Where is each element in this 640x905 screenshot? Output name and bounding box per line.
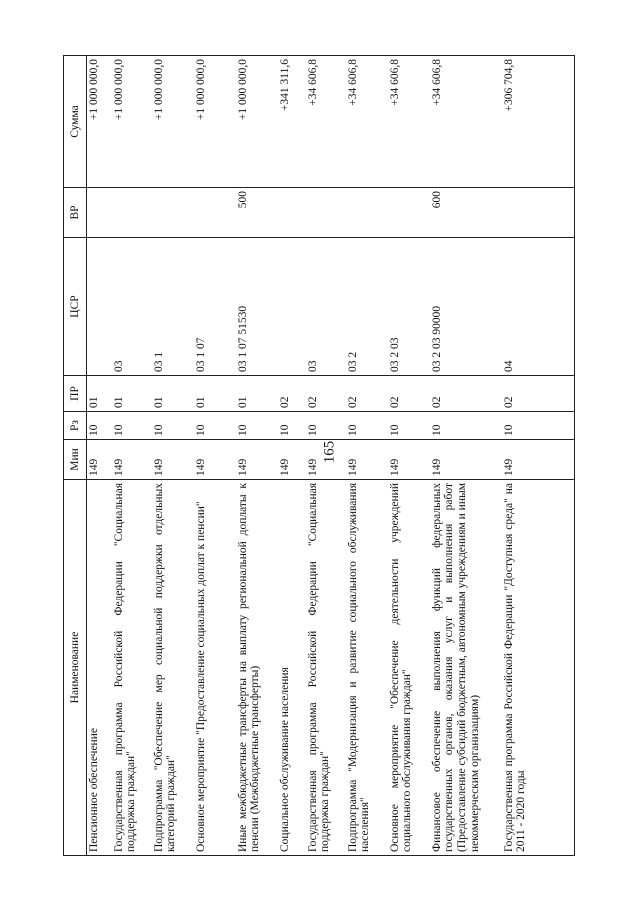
- cell-csr: 03 1 07: [193, 238, 235, 376]
- cell-csr: 03 2 03: [387, 238, 429, 376]
- table-row: [151, 56, 193, 856]
- cell-min: 149: [235, 440, 277, 480]
- cell-sum: +34 606,8: [387, 56, 429, 188]
- cell-vr: 600: [429, 188, 501, 238]
- cell-csr: 03 2: [345, 238, 387, 376]
- cell-min: 149: [429, 440, 501, 480]
- cell-pr: 02: [345, 376, 387, 412]
- cell-pr: 01: [111, 376, 151, 412]
- cell-vr: [345, 188, 387, 238]
- cell-name: Подпрограмма "Модернизация и развитие социального обслуживания населения": [345, 480, 387, 856]
- cell-rz: 10: [345, 412, 387, 440]
- cell-csr: 03: [305, 238, 345, 376]
- header-vr: ВР: [63, 188, 86, 238]
- cell-rz: 10: [111, 412, 151, 440]
- table-row: [111, 56, 151, 856]
- cell-sum: +306 704,8: [501, 56, 574, 188]
- header-rz: Рз: [63, 412, 86, 440]
- cell-sum: +34 606,8: [345, 56, 387, 188]
- table-row: [345, 56, 387, 856]
- cell-pr: 01: [151, 376, 193, 412]
- cell-sum: +1 000 000,0: [86, 56, 111, 188]
- cell-min: 149: [111, 440, 151, 480]
- cell-pr: 02: [501, 376, 574, 412]
- cell-csr: [86, 238, 111, 376]
- cell-rz: 10: [86, 412, 111, 440]
- cell-vr: [151, 188, 193, 238]
- table-row: [235, 56, 277, 856]
- header-min: Мин: [63, 440, 86, 480]
- header-sum: Сумма: [63, 56, 86, 188]
- cell-rz: 10: [305, 412, 345, 440]
- cell-vr: [387, 188, 429, 238]
- cell-csr: 03 2 03 90000: [429, 238, 501, 376]
- budget-table-container: [63, 56, 575, 856]
- table-header-row: [63, 56, 86, 856]
- cell-pr: 01: [235, 376, 277, 412]
- cell-min: 149: [193, 440, 235, 480]
- cell-sum: +34 606,8: [305, 56, 345, 188]
- cell-min: 149: [387, 440, 429, 480]
- table-row: [387, 56, 429, 856]
- cell-vr: [277, 188, 305, 238]
- cell-name: Социальное обслуживание населения: [277, 480, 305, 856]
- cell-name: Основное мероприятие "Предоставление социальных доплат к пенсии": [193, 480, 235, 856]
- cell-rz: 10: [277, 412, 305, 440]
- table-row: [305, 56, 345, 856]
- table-row: [86, 56, 111, 856]
- cell-min: 149: [305, 440, 345, 480]
- cell-pr: 01: [193, 376, 235, 412]
- table-row: [277, 56, 305, 856]
- cell-csr: [277, 238, 305, 376]
- header-csr: ЦСР: [63, 238, 86, 376]
- cell-name: Основное мероприятие "Обеспечение деятельности учреждений социального обслуживания граждан": [387, 480, 429, 856]
- cell-vr: [501, 188, 574, 238]
- cell-name: Иные межбюджетные трансферты на выплату региональной доплаты к пенсии (Межбюджетные трансферты): [235, 480, 277, 856]
- cell-rz: 10: [387, 412, 429, 440]
- cell-vr: [111, 188, 151, 238]
- cell-csr: 03 1: [151, 238, 193, 376]
- cell-sum: +34 606,8: [429, 56, 501, 188]
- cell-pr: 01: [86, 376, 111, 412]
- cell-min: 149: [501, 440, 574, 480]
- header-name: Наименование: [63, 480, 86, 856]
- cell-sum: +1 000 000,0: [151, 56, 193, 188]
- cell-sum: +1 000 000,0: [235, 56, 277, 188]
- cell-vr: [86, 188, 111, 238]
- cell-sum: +1 000 000,0: [193, 56, 235, 188]
- budget-table: [63, 55, 575, 856]
- cell-name: Государственная программа Российской Федерации "Доступная среда" на 2011 - 2020 годы: [501, 480, 574, 856]
- cell-pr: 02: [387, 376, 429, 412]
- cell-rz: 10: [235, 412, 277, 440]
- cell-pr: 02: [305, 376, 345, 412]
- cell-rz: 10: [429, 412, 501, 440]
- table-row: [429, 56, 501, 856]
- cell-min: 149: [345, 440, 387, 480]
- page-number: 165: [321, 440, 338, 464]
- cell-vr: [193, 188, 235, 238]
- cell-rz: 10: [193, 412, 235, 440]
- cell-name: Финансовое обеспечение выполнения функций федеральных государственных органов, оказания услуг и выполнения работ (Предоставление субсидий бюджетным, автономным учреждениям и иным некоммерческим организациям): [429, 480, 501, 856]
- cell-name: Государственная программа Российской Федерации "Социальная поддержка граждан": [305, 480, 345, 856]
- cell-min: 149: [86, 440, 111, 480]
- cell-min: 149: [277, 440, 305, 480]
- header-pr: ПР: [63, 376, 86, 412]
- cell-name: Государственная программа Российской Федерации "Социальная поддержка граждан": [111, 480, 151, 856]
- cell-sum: +1 000 000,0: [111, 56, 151, 188]
- cell-name: Подпрограмма "Обеспечение мер социальной поддержки отдельных категорий граждан": [151, 480, 193, 856]
- cell-name: Пенсионное обеспечение: [86, 480, 111, 856]
- cell-vr: 500: [235, 188, 277, 238]
- cell-csr: 04: [501, 238, 574, 376]
- cell-pr: 02: [277, 376, 305, 412]
- cell-csr: 03 1 07 51530: [235, 238, 277, 376]
- cell-min: 149: [151, 440, 193, 480]
- cell-sum: +341 311,6: [277, 56, 305, 188]
- cell-rz: 10: [501, 412, 574, 440]
- table-row: [501, 56, 574, 856]
- cell-pr: 02: [429, 376, 501, 412]
- cell-rz: 10: [151, 412, 193, 440]
- cell-csr: 03: [111, 238, 151, 376]
- cell-vr: [305, 188, 345, 238]
- table-row: [193, 56, 235, 856]
